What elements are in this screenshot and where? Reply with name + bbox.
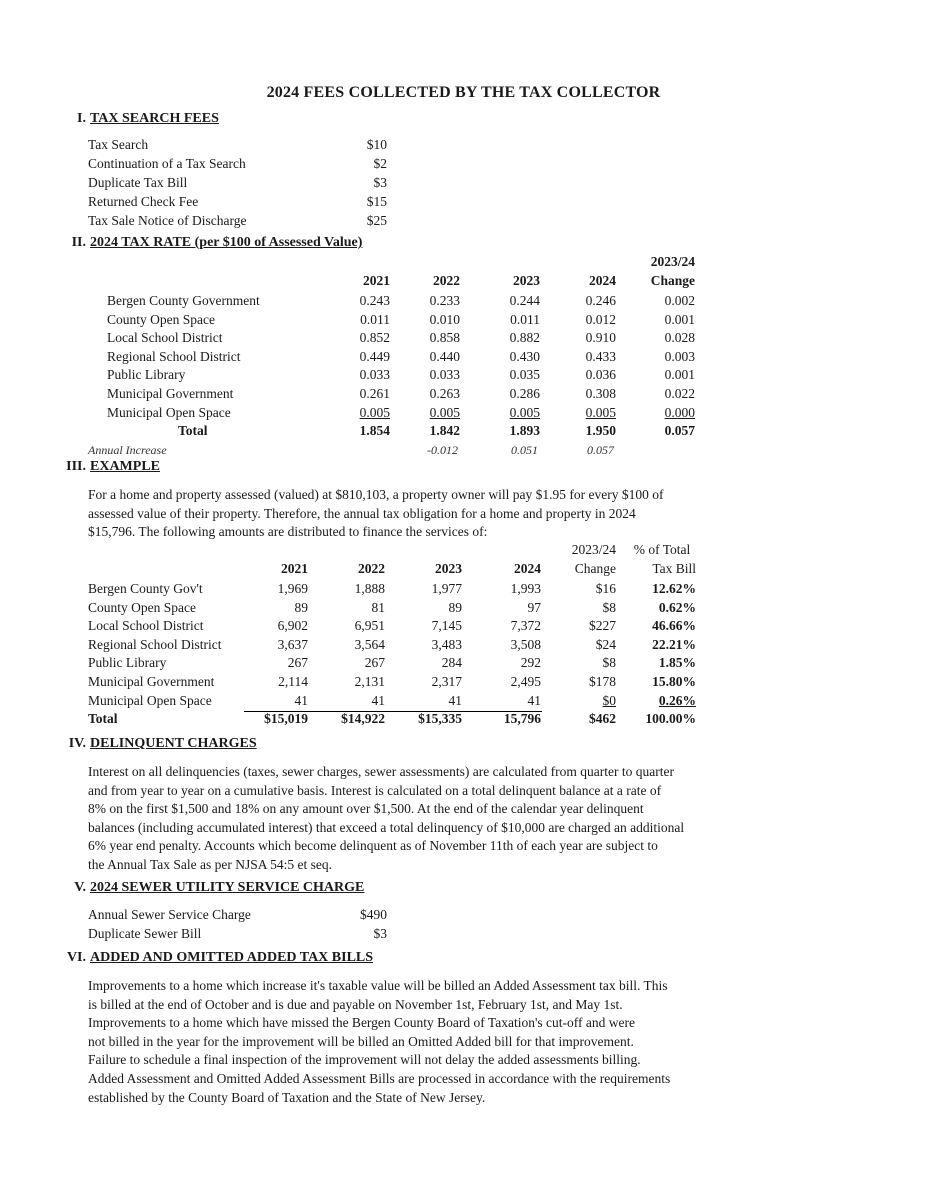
column-header: 2022 xyxy=(358,561,385,576)
rate-value: 0.001 xyxy=(664,311,695,327)
pct-header-top: % of Total xyxy=(633,542,691,557)
distribution-value: 41 xyxy=(371,692,385,708)
section-5-heading xyxy=(64,880,364,896)
distribution-value: 1,993 xyxy=(510,581,541,596)
rate-value: 0.028 xyxy=(664,330,695,346)
total-value: 0.057 xyxy=(664,423,695,439)
rate-value: 0.882 xyxy=(509,330,540,346)
fee-label: Tax Sale Notice of Discharge xyxy=(88,213,247,228)
section-1-heading xyxy=(64,111,219,127)
total-value: 1.854 xyxy=(359,423,390,439)
section-title: 2024 TAX RATE (per $100 of Assessed Value) xyxy=(90,235,363,250)
distribution-value: 7,145 xyxy=(431,618,462,634)
distribution-value: 15.80% xyxy=(652,674,696,689)
fee-label: Tax Search xyxy=(88,137,149,152)
paragraph-line: Added Assessment and Omitted Added Assessment Bills are processed in accordance with the requirements xyxy=(88,1070,671,1086)
rate-value: 0.010 xyxy=(429,311,460,327)
distribution-value: $0 xyxy=(602,692,616,708)
distribution-row xyxy=(0,692,927,710)
rate-value: 0.005 xyxy=(509,404,540,420)
section-title: DELINQUENT CHARGES xyxy=(90,736,257,751)
fee-row xyxy=(0,212,927,230)
paragraph-line: is billed at the end of October and is due and payable on November 1st, February 1st, and May 1st. xyxy=(88,996,623,1012)
distribution-value: 284 xyxy=(441,655,462,671)
distribution-value: 2,131 xyxy=(354,674,385,689)
distribution-row xyxy=(0,636,927,654)
distribution-value: 7,372 xyxy=(510,618,541,634)
rate-value: 0.308 xyxy=(585,386,616,401)
section-2-heading xyxy=(64,235,362,251)
page-title: 2024 FEES COLLECTED BY THE TAX COLLECTOR xyxy=(266,84,661,101)
row-label: County Open Space xyxy=(107,311,215,327)
paragraph-line: Improvements to a home which have missed the Bergen County Board of Taxation's cut-off and were xyxy=(88,1015,635,1031)
distribution-value: 89 xyxy=(294,599,308,615)
rate-value: 0.852 xyxy=(359,330,390,346)
column-header: 2023 xyxy=(435,561,462,576)
paragraph-line: Improvements to a home which increase it's taxable value will be billed an Added Assessment tax bill. This xyxy=(88,978,668,993)
distribution-row xyxy=(0,580,927,598)
distribution-value: 3,564 xyxy=(354,636,385,652)
rate-value: 0.286 xyxy=(509,386,540,401)
row-label: Public Library xyxy=(88,655,167,671)
total-value: 1.950 xyxy=(585,423,616,439)
row-label: County Open Space xyxy=(88,599,196,615)
tax-rate-row xyxy=(0,329,927,347)
total-value: $14,922 xyxy=(341,711,385,727)
paragraph-line: assessed value of their property. Therefore, the annual tax obligation for a home and property in 2024 xyxy=(88,505,636,521)
row-label: Municipal Open Space xyxy=(107,404,231,420)
rate-value: 0.002 xyxy=(664,293,695,308)
column-header: Change xyxy=(650,273,695,288)
total-value: $15,335 xyxy=(418,711,462,727)
total-value: $462 xyxy=(589,711,616,727)
example-paragraph xyxy=(88,486,738,542)
tax-rate-row xyxy=(0,404,927,422)
rate-value: 0.000 xyxy=(664,404,695,420)
rate-value: 0.005 xyxy=(359,404,390,420)
column-header: Change xyxy=(574,561,616,576)
distribution-value: 1.85% xyxy=(658,655,696,671)
distribution-value: 2,495 xyxy=(510,674,541,689)
total-value: 1.893 xyxy=(509,423,540,439)
tax-rate-row xyxy=(0,311,927,329)
distribution-value: 2,114 xyxy=(278,674,308,689)
rate-value: 0.433 xyxy=(585,348,616,364)
paragraph-line: the Annual Tax Sale as per NJSA 54:5 et seq. xyxy=(88,856,333,872)
column-header: Tax Bill xyxy=(652,561,696,576)
tax-rate-row xyxy=(0,385,927,403)
section-title: ADDED AND OMITTED ADDED TAX BILLS xyxy=(90,950,374,965)
rate-value: 0.244 xyxy=(509,293,540,308)
distribution-value: 1,977 xyxy=(431,581,462,596)
annual-increase-row xyxy=(0,441,927,459)
fee-label: Duplicate Tax Bill xyxy=(88,175,188,190)
rate-value: 0.430 xyxy=(509,348,540,364)
distribution-value: 97 xyxy=(527,599,541,615)
total-value: 15,796 xyxy=(503,711,541,727)
section-number: VI. xyxy=(66,950,86,965)
sewer-charge-label: Annual Sewer Service Charge xyxy=(88,907,251,922)
annual-increase-value: 0.057 xyxy=(587,443,614,458)
distribution-value: 3,483 xyxy=(431,636,462,652)
row-label: Regional School District xyxy=(107,348,241,364)
column-header: 2022 xyxy=(433,273,460,288)
distribution-value: 267 xyxy=(364,655,385,671)
annual-increase-label: Annual Increase xyxy=(88,443,167,458)
paragraph-line: For a home and property assessed (valued) at $810,103, a property owner will pay $1.95 for every $100 of xyxy=(88,487,664,502)
distribution-value: 6,902 xyxy=(277,618,308,634)
sewer-charge-value: $3 xyxy=(373,926,387,941)
fee-value: $2 xyxy=(373,156,387,171)
paragraph-line: and from year to year on a cumulative basis. Interest is calculated on a total delinquent balance at a rate of xyxy=(88,782,662,798)
rate-value: 0.033 xyxy=(429,367,460,383)
distribution-value: 292 xyxy=(520,655,541,671)
tax-rate-row xyxy=(0,366,927,384)
rate-value: 0.011 xyxy=(360,311,390,327)
added-tax-bills-paragraph xyxy=(88,977,738,1107)
section-3-heading xyxy=(64,459,160,475)
total-label: Total xyxy=(88,711,118,727)
fee-row xyxy=(0,155,927,173)
distribution-value: 267 xyxy=(287,655,308,671)
distribution-value: 0.62% xyxy=(658,599,696,615)
section-4-heading xyxy=(64,736,257,752)
fee-label: Returned Check Fee xyxy=(88,194,199,209)
distribution-value: 81 xyxy=(371,599,385,615)
section-number: II. xyxy=(71,235,86,250)
row-label: Bergen County Government xyxy=(107,293,260,308)
column-header: 2021 xyxy=(363,273,390,288)
paragraph-line: 6% year end penalty. Accounts which become delinquent as of November 11th of each year are subject to xyxy=(88,838,658,854)
rate-value: 0.033 xyxy=(359,367,390,383)
rate-value: 0.022 xyxy=(664,386,695,401)
rate-value: 0.233 xyxy=(429,293,460,308)
section-title: EXAMPLE xyxy=(90,459,160,474)
row-label: Bergen County Gov't xyxy=(88,581,203,596)
distribution-value: 3,508 xyxy=(510,636,541,652)
paragraph-line: Failure to schedule a final inspection of the improvement will not delay the added assessments billing. xyxy=(88,1052,641,1068)
paragraph-line: $15,796. The following amounts are distributed to finance the services of: xyxy=(88,524,488,540)
rate-value: 0.910 xyxy=(585,330,616,346)
section-number: IV. xyxy=(68,736,86,751)
paragraph-line: established by the County Board of Taxation and the State of New Jersey. xyxy=(88,1089,486,1105)
fee-value: $15 xyxy=(366,194,387,209)
section-6-heading xyxy=(64,950,373,966)
sewer-charge-label: Duplicate Sewer Bill xyxy=(88,926,202,941)
annual-increase-value: 0.051 xyxy=(511,443,538,458)
distribution-row xyxy=(0,673,927,691)
column-header: 2024 xyxy=(589,273,616,288)
total-row xyxy=(0,422,927,440)
row-label: Municipal Government xyxy=(88,674,215,689)
distribution-value: $24 xyxy=(595,636,616,652)
fee-value: $3 xyxy=(373,175,387,190)
distribution-value: 46.66% xyxy=(652,618,696,634)
rate-value: 0.261 xyxy=(359,386,390,401)
sewer-charge-value: $490 xyxy=(360,907,387,922)
section-number: V. xyxy=(74,880,86,895)
sewer-charge-row xyxy=(0,906,927,924)
distribution-value: $8 xyxy=(602,655,616,671)
distribution-value: $227 xyxy=(589,618,616,634)
distribution-value: 6,951 xyxy=(354,618,385,634)
fee-value: $25 xyxy=(366,213,387,228)
sewer-charge-row xyxy=(0,925,927,943)
distribution-value: $178 xyxy=(589,674,616,689)
paragraph-line: not billed in the year for the improvement will be billed an Omitted Added bill for that improvement. xyxy=(88,1033,634,1049)
rate-value: 0.003 xyxy=(664,348,695,364)
total-value: 100.00% xyxy=(645,711,696,727)
rate-value: 0.243 xyxy=(359,293,390,308)
paragraph-line: 8% on the first $1,500 and 18% on any amount over $1,500. At the end of the calendar year delinquent xyxy=(88,801,644,817)
total-row xyxy=(0,710,927,728)
change-header-top: 2023/24 xyxy=(571,542,616,557)
fee-value: $10 xyxy=(366,137,387,152)
column-header: 2023 xyxy=(513,273,540,288)
paragraph-line: Interest on all delinquencies (taxes, sewer charges, sewer assessments) are calculated from quarter to quarter xyxy=(88,764,675,779)
section-title: 2024 SEWER UTILITY SERVICE CHARGE xyxy=(90,880,365,895)
fee-row xyxy=(0,193,927,211)
distribution-value: 41 xyxy=(527,692,541,708)
distribution-value: 3,637 xyxy=(277,636,308,652)
section-title: TAX SEARCH FEES xyxy=(90,111,219,126)
fee-label: Continuation of a Tax Search xyxy=(88,156,246,171)
annual-increase-value: -0.012 xyxy=(427,443,458,458)
rate-value: 0.036 xyxy=(585,367,616,383)
distribution-value: 41 xyxy=(294,692,308,708)
tax-rate-row xyxy=(0,348,927,366)
distribution-row xyxy=(0,599,927,617)
rate-value: 0.246 xyxy=(585,293,616,308)
rate-value: 0.005 xyxy=(585,404,616,420)
total-value: 1.842 xyxy=(429,423,460,439)
distribution-value: 22.21% xyxy=(652,636,696,652)
distribution-value: 89 xyxy=(448,599,462,615)
rate-value: 0.012 xyxy=(585,311,616,327)
row-label: Local School District xyxy=(107,330,223,346)
distribution-value: $16 xyxy=(595,581,616,596)
column-header: 2024 xyxy=(514,561,541,576)
rate-value: 0.449 xyxy=(359,348,390,364)
distribution-value: 1,969 xyxy=(277,581,308,596)
row-label: Public Library xyxy=(107,367,186,383)
fee-row xyxy=(0,136,927,154)
tax-rate-row xyxy=(0,292,927,310)
section-number: III. xyxy=(66,459,86,474)
rate-value: 0.263 xyxy=(429,386,460,401)
paragraph-line: balances (including accumulated interest) that exceed a total delinquency of $10,000 are charged an additional xyxy=(88,819,685,835)
fee-row xyxy=(0,174,927,192)
distribution-value: 1,888 xyxy=(354,581,385,596)
distribution-value: $8 xyxy=(602,599,616,615)
rate-value: 0.858 xyxy=(429,330,460,346)
delinquent-charges-paragraph xyxy=(88,763,738,875)
rate-value: 0.440 xyxy=(429,348,460,364)
row-label: Local School District xyxy=(88,618,204,634)
rate-value: 0.001 xyxy=(664,367,695,383)
distribution-value: 0.26% xyxy=(658,692,696,708)
distribution-value: 2,317 xyxy=(431,674,462,689)
section-number: I. xyxy=(77,111,86,126)
row-label: Municipal Open Space xyxy=(88,692,212,708)
distribution-value: 12.62% xyxy=(652,581,696,596)
distribution-row xyxy=(0,654,927,672)
total-value: $15,019 xyxy=(264,711,308,727)
distribution-row xyxy=(0,617,927,635)
rate-value: 0.011 xyxy=(510,311,540,327)
total-label: Total xyxy=(178,423,208,439)
row-label: Municipal Government xyxy=(107,386,234,401)
rate-value: 0.035 xyxy=(509,367,540,383)
rate-value: 0.005 xyxy=(429,404,460,420)
column-header: 2021 xyxy=(281,561,308,576)
distribution-value: 41 xyxy=(448,692,462,708)
change-header-top: 2023/24 xyxy=(650,254,695,269)
row-label: Regional School District xyxy=(88,636,222,652)
